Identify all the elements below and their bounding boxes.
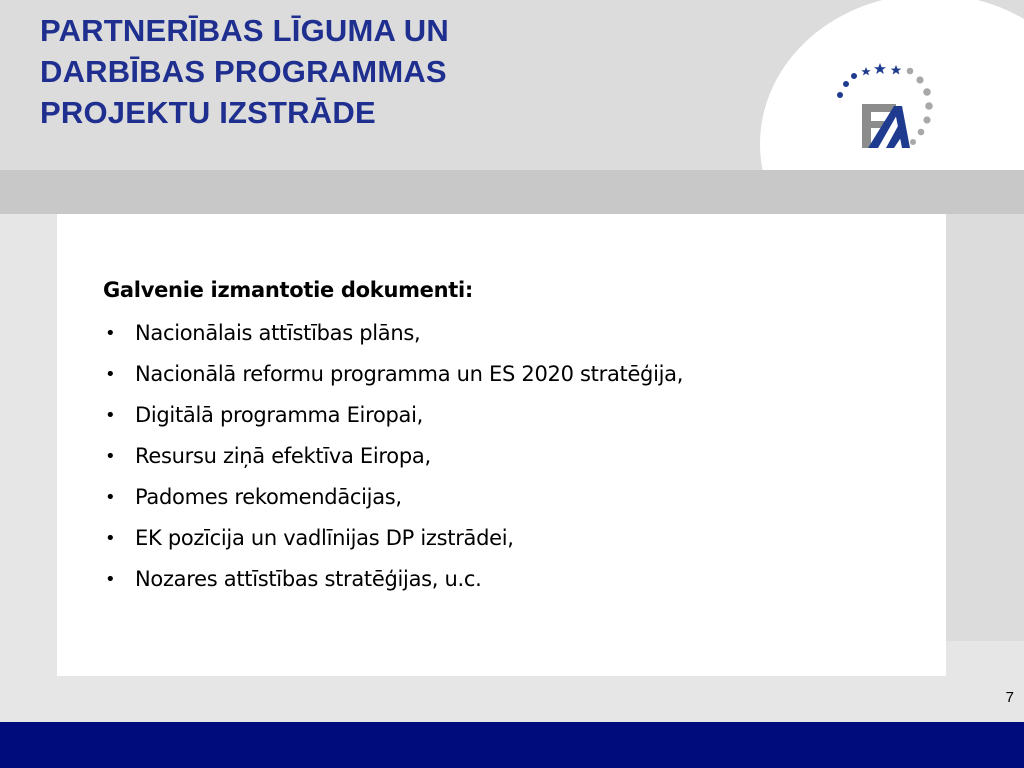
- documents-heading: Galvenie izmantotie dokumenti:: [103, 278, 474, 302]
- list-item: [103, 477, 683, 518]
- bullet-icon: •: [105, 405, 116, 426]
- slide-title-line-1: PARTNERĪBAS LĪGUMA UN: [40, 13, 449, 48]
- bullet-icon: •: [105, 569, 116, 590]
- bullet-icon: •: [105, 364, 116, 385]
- slide-title-line-2: DARBĪBAS PROGRAMMAS: [40, 54, 447, 89]
- right-decorative-strip: [946, 214, 1024, 641]
- list-item-text: Nacionālais attīstības plāns,: [135, 321, 421, 345]
- list-item: [103, 436, 683, 477]
- list-item-text: Nacionālā reformu programma un ES 2020 stratēģija,: [135, 362, 684, 386]
- slide-title-line-3: PROJEKTU IZSTRĀDE: [40, 95, 376, 130]
- footer-bar: [0, 722, 1024, 768]
- bullet-icon: •: [105, 323, 116, 344]
- content-panel: [57, 214, 946, 676]
- list-item-text: Digitālā programma Eiropai,: [135, 403, 424, 427]
- fm-logo-icon: [828, 54, 940, 158]
- list-item-text: Nozares attīstības stratēģijas, u.c.: [135, 567, 482, 591]
- list-item-text: Resursu ziņā efektīva Eiropa,: [135, 444, 431, 468]
- page-number: 7: [1005, 689, 1014, 706]
- documents-list: [103, 313, 683, 600]
- bullet-icon: •: [105, 487, 116, 508]
- list-item: [103, 518, 683, 559]
- bullet-icon: •: [105, 528, 116, 549]
- list-item-text: Padomes rekomendācijas,: [135, 485, 402, 509]
- list-item-text: EK pozīcija un vadlīnijas DP izstrādei,: [135, 526, 514, 550]
- header-band: [0, 170, 1024, 214]
- list-item: [103, 354, 683, 395]
- list-item: [103, 395, 683, 436]
- list-item: [103, 559, 683, 600]
- bullet-icon: •: [105, 446, 116, 467]
- slide-title: [40, 10, 449, 133]
- list-item: [103, 313, 683, 354]
